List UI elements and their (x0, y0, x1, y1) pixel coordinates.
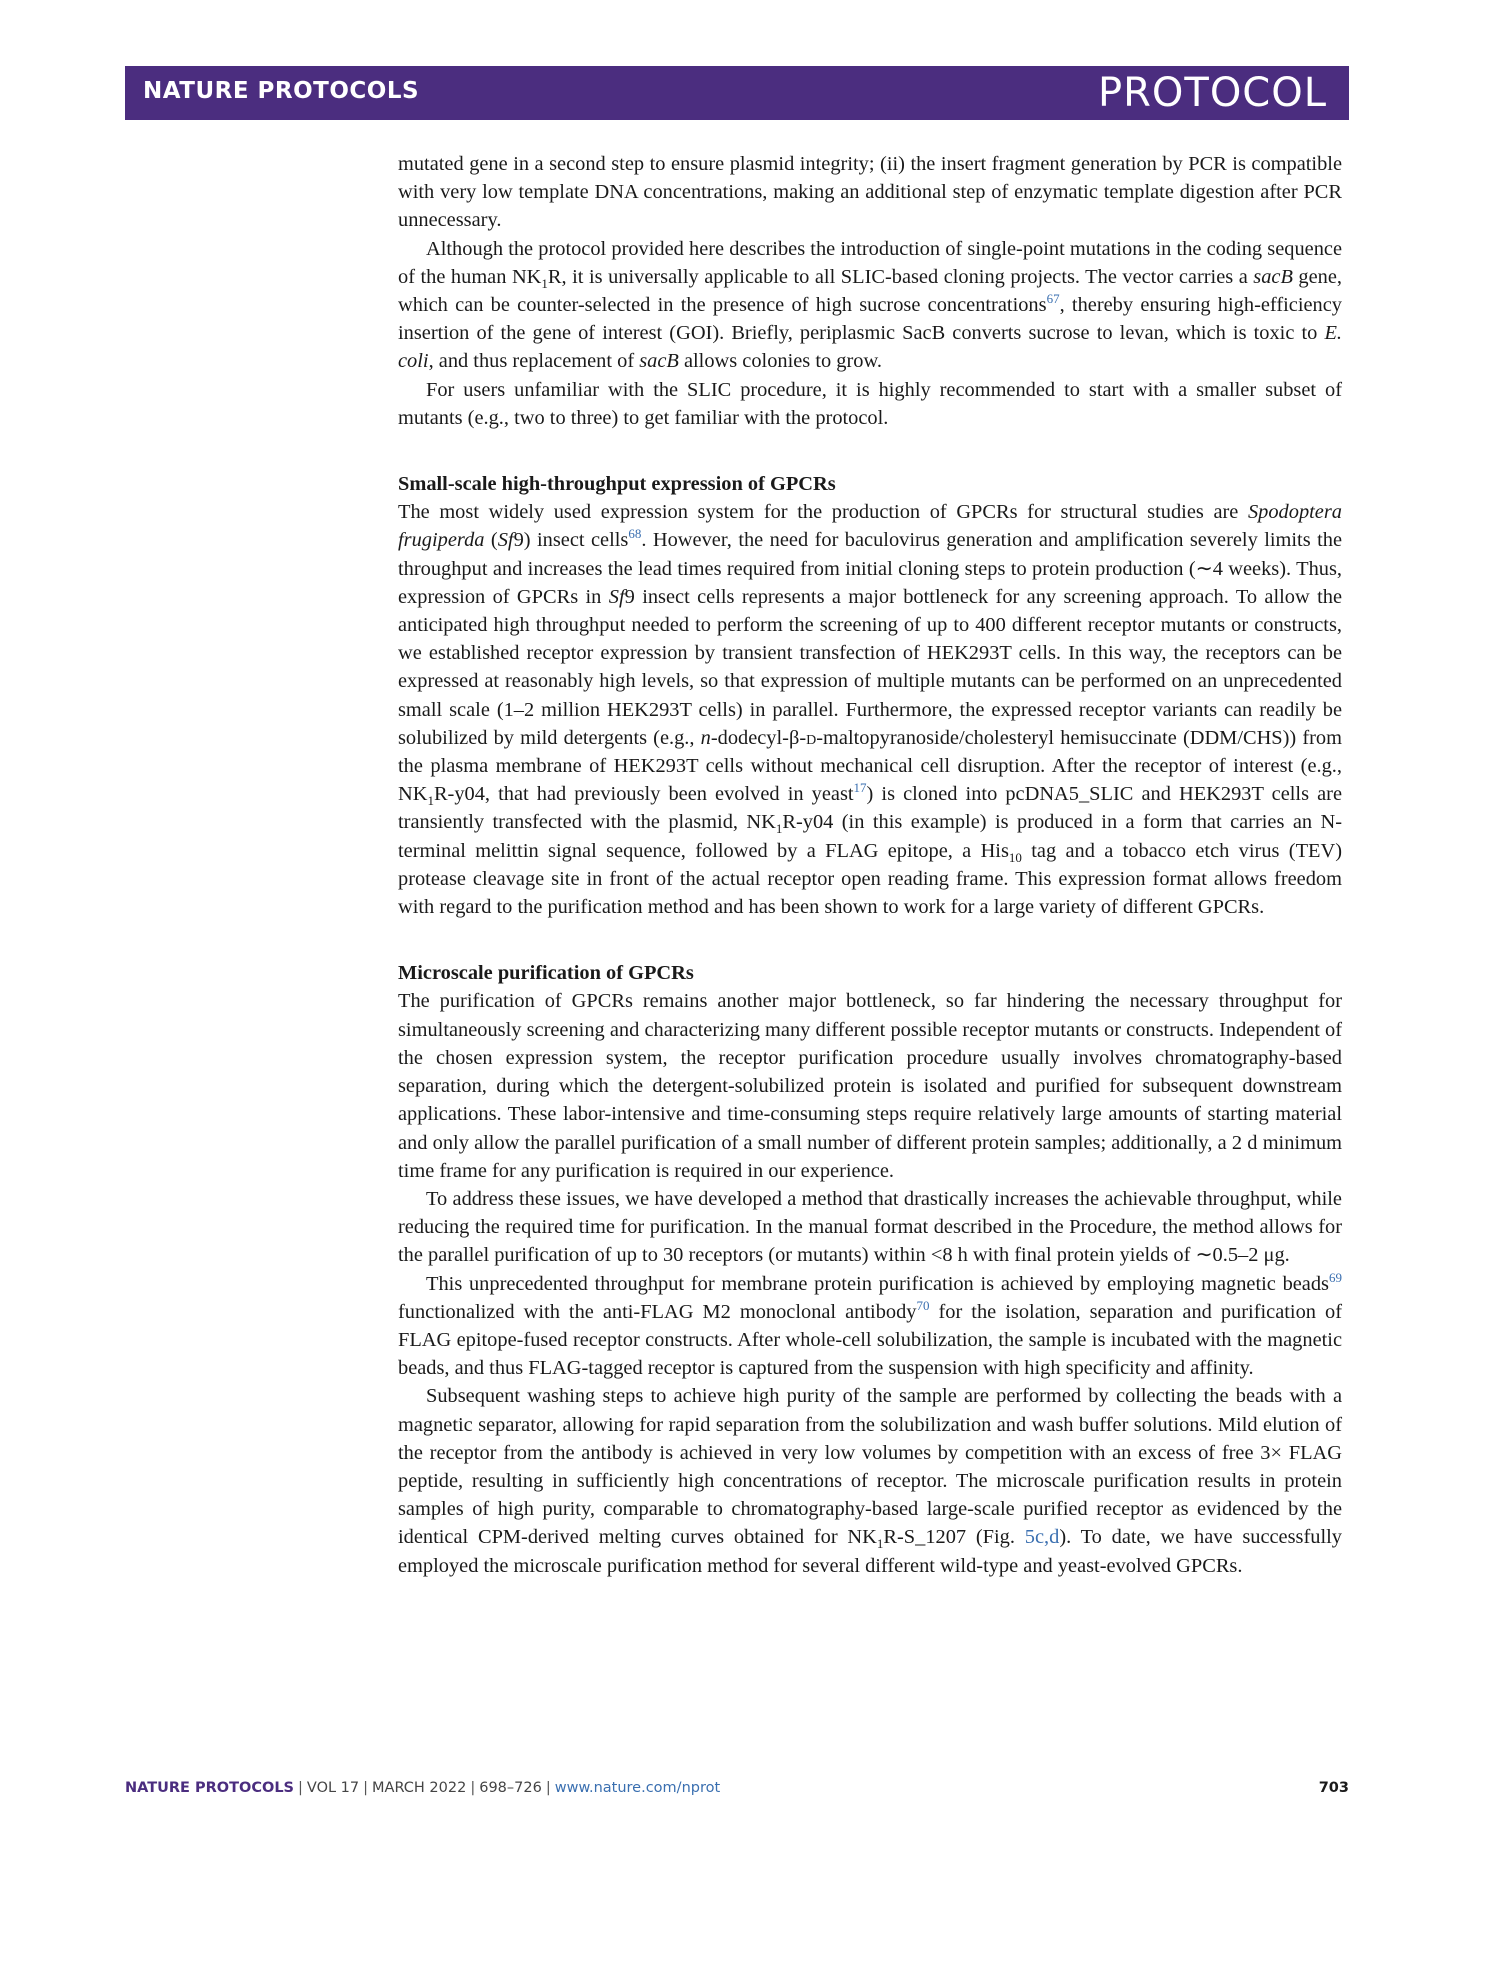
gene-name: sacB (639, 350, 679, 373)
text-run: ). To date, we have successfully employed the microscale purification method for several different wild-type and yeast-evolved GPCRs. (398, 1526, 1342, 1577)
text-run: -maltopyranoside/cholesteryl hemisuccinate (DDM/CHS)) from the plasma membrane of HEK293T cells without mechanical cell disruption. After the receptor of interest (e.g., NK (398, 726, 1342, 806)
separator: | (363, 1780, 369, 1796)
text-run: The purification of GPCRs remains another major bottleneck, so far hindering the necessary throughput for simultaneously screening and characterizing many different possible receptor mutants or constructs. Independent of the chosen expression system, the receptor purification procedure usually involves chromatography-based separation, during which the detergent-solubilized protein is isolated and purified for subsequent downstream applications. These labor-intensive and time-consuming steps require relatively large amounts of starting material and only allow the parallel purification of a small number of different protein samples; additionally, a 2 d minimum time frame for any purification is required in our experience. (398, 990, 1342, 1182)
journal-name: NATURE PROTOCOLS (143, 78, 420, 104)
paragraph-1 (398, 150, 1342, 235)
citation-link[interactable]: 17 (853, 780, 867, 796)
section-heading-purification: Microscale purification of GPCRs (398, 962, 694, 985)
text-run: ( (484, 529, 498, 552)
paragraph-5 (398, 987, 1342, 1184)
text-run: gene, which can be counter-selected in the presence of high sucrose concentrations (398, 265, 1343, 317)
figure-link[interactable]: 5c,d (1024, 1526, 1060, 1549)
citation-link[interactable]: 67 (1046, 291, 1060, 307)
paragraph-3 (398, 376, 1342, 432)
text-run: mutated gene in a second step to ensure plasmid integrity; (ii) the insert fragment generation by PCR is compatible with very low template DNA concentrations, making an additional step of enzymatic template digestion after PCR unnecessary. (398, 153, 1342, 232)
subscript: 1 (775, 821, 783, 837)
text-run: 9) insect cells (513, 529, 629, 552)
separator: | (470, 1780, 476, 1796)
text-run: . However, the need for baculovirus generation and amplification severely limits the throughput and increases the lead times required from initial cloning steps to protein production (∼4 weeks). Thus, expression of GPCRs in (398, 529, 1342, 608)
text-run: allows colonies to grow. (678, 350, 882, 373)
paragraph-8 (398, 1382, 1342, 1579)
text-run: For users unfamiliar with the SLIC procedure, it is highly recommended to start with a smaller subset of mutants (e.g., two to three) to get familiar with the protocol. (398, 378, 1342, 429)
text-run: for the isolation, separation and purification of FLAG epitope-fused receptor constructs. After whole-cell solubilization, the sample is incubated with the magnetic beads, and thus FLAG-tagged receptor is captured from the suspension with high specificity and affinity. (398, 1300, 1342, 1380)
text-run: This unprecedented throughput for membrane protein purification is achieved by employing magnetic beads (426, 1272, 1329, 1295)
text-run: The most widely used expression system for the production of GPCRs for structural studies are (398, 501, 1248, 524)
page-number: 703 (1318, 1780, 1349, 1796)
species-name: E. coli (398, 322, 1342, 373)
footer-pages: 698–726 (479, 1780, 542, 1796)
citation-link[interactable]: 70 (916, 1297, 930, 1313)
citation-link[interactable]: 69 (1329, 1269, 1342, 1285)
text-run: R, it is universally applicable to all SLIC-based cloning projects. The vector carries a (547, 265, 1254, 288)
text-run: Although the protocol provided here describes the introduction of single-point mutations in the coding sequence of the human NK (398, 237, 1342, 288)
subscript: 1 (876, 1536, 884, 1552)
species-abbrev: Sf (608, 585, 625, 608)
text-run: R-S_1207 (Fig. (883, 1526, 1025, 1549)
text-run: ) is cloned into pcDNA5_SLIC and HEK293T cells are transiently transfected with the plasmid, NK (398, 783, 1342, 834)
footer-journal: NATURE PROTOCOLS (125, 1780, 295, 1796)
text-run: R-y04, that had previously been evolved in yeast (433, 783, 854, 806)
paragraph-4 (398, 498, 1342, 921)
citation-link[interactable]: 68 (628, 526, 642, 542)
separator: | (545, 1780, 551, 1796)
footer-volume: VOL 17 (306, 1780, 360, 1796)
article-type: PROTOCOL (1097, 70, 1327, 116)
species-name: Spodoptera frugiperda (398, 501, 1342, 552)
text-run: functionalized with the anti-FLAG M2 monoclonal antibody (398, 1300, 917, 1323)
page-footer (125, 1780, 1349, 1796)
gene-name: sacB (1253, 265, 1293, 288)
text-run: Subsequent washing steps to achieve high purity of the sample are performed by collecting the beads with a magnetic separator, allowing for rapid separation from the solubilization and wash buffer solutions. Mild elution of the receptor from the antibody is achieved in very low volumes by competition with an excess of free 3× FLAG peptide, resulting in sufficiently high concentrations of receptor. The microscale purification results in protein samples of high purity, comparable to chromatography-based large-scale purified receptor as evidenced by the identical CPM-derived melting curves obtained for NK (398, 1385, 1342, 1549)
footer-url-link[interactable]: www.nature.com/nprot (554, 1780, 721, 1796)
footer-date: MARCH 2022 (372, 1780, 467, 1796)
text-run: , and thus replacement of (428, 350, 640, 373)
paragraph-6 (398, 1185, 1342, 1270)
text-run: -dodecyl-β- (710, 726, 807, 749)
paragraph-2 (398, 235, 1342, 376)
chemical-prefix: d (806, 726, 817, 749)
article-body (398, 150, 1342, 1580)
chemical-prefix: n (700, 726, 711, 749)
text-run: , thereby ensuring high-efficiency insertion of the gene of interest (GOI). Briefly, periplasmic SacB converts sucrose to levan, which is toxic to (398, 294, 1342, 345)
text-run: 9 insect cells represents a major bottleneck for any screening approach. To allow the anticipated high throughput needed to perform the screening of up to 400 different receptor mutants or constructs, we established receptor expression by transient transfection of HEK293T cells. In this way, the receptors can be expressed at reasonably high levels, so that expression of multiple mutants can be performed on an unprecedented small scale (1–2 million HEK293T cells) in parallel. Furthermore, the expressed receptor variants can readily be solubilized by mild detergents (e.g., (398, 585, 1342, 749)
subscript: 10 (1008, 849, 1022, 865)
header-bar (125, 66, 1349, 120)
species-abbrev: Sf (497, 529, 514, 552)
text-run: To address these issues, we have developed a method that drastically increases the achievable throughput, while reducing the required time for purification. In the manual format described in the Procedure, the method allows for the parallel purification of up to 30 receptors (or mutants) within <8 h with final protein yields of ∼0.5–2 μg. (398, 1187, 1342, 1267)
subscript: 1 (541, 275, 548, 291)
text-run: tag and a tobacco etch virus (TEV) protease cleavage site in front of the actual receptor open reading frame. This expression format allows freedom with regard to the purification method and has been shown to work for a large variety of different GPCRs. (398, 839, 1343, 919)
paragraph-7 (398, 1270, 1342, 1383)
text-run: R-y04 (in this example) is produced in a form that carries an N-terminal melittin signal sequence, followed by a FLAG epitope, a His (398, 811, 1342, 862)
subscript: 1 (427, 793, 434, 809)
section-heading-expression: Small-scale high-throughput expression of GPCRs (398, 473, 836, 496)
separator: | (298, 1780, 303, 1796)
